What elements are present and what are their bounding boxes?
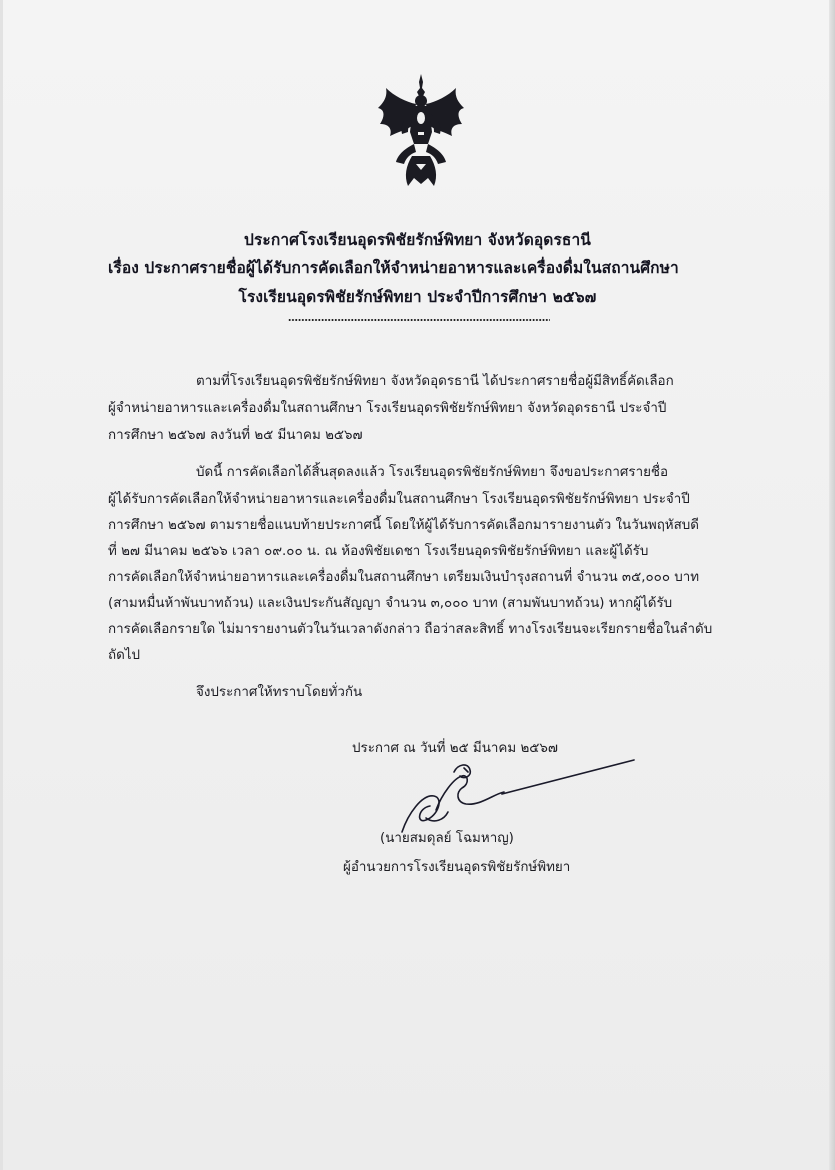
body-line-11: ถัดไป [108, 648, 141, 663]
handwritten-signature [398, 754, 638, 836]
body-line-5: ผู้ได้รับการคัดเลือกให้จำหน่ายอาหารและเครื่องดื่มในสถานศึกษา โรงเรียนอุดรพิชัยรักษ์พิทยา ประจำปี [108, 492, 690, 507]
paper-edge-left [0, 0, 3, 1170]
garuda-emblem-icon [378, 74, 464, 186]
announcement-title: ประกาศโรงเรียนอุดรพิชัยรักษ์พิทยา จังหวัดอุดรธานี [244, 231, 591, 249]
body-line-9: (สามหมื่นห้าพันบาทถ้วน) และเงินประกันสัญญา จำนวน ๓,๐๐๐ บาท (สามพันบาทถ้วน) หากผู้ได้รับ [108, 596, 673, 611]
body-line-7: ที่ ๒๗ มีนาคม ๒๕๖๖ เวลา ๐๙.๐๐ น. ณ ห้องพิชัยเดชา โรงเรียนอุดรพิชัยรักษ์พิทยา และผู้ได้รับ [108, 544, 649, 559]
body-line-2: ผู้จำหน่ายอาหารและเครื่องดื่มในสถานศึกษา โรงเรียนอุดรพิชัยรักษ์พิทยา จังหวัดอุดรธานี ประจำปี [108, 401, 667, 416]
paper-edge-right [829, 0, 835, 1170]
separator-dots [288, 318, 550, 322]
announcement-subject: เรื่อง ประกาศรายชื่อผู้ได้รับการคัดเลือกให้จำหน่ายอาหารและเครื่องดื่มในสถานศึกษา [108, 259, 679, 277]
body-line-4: บัดนี้ การคัดเลือกได้สิ้นสุดลงแล้ว โรงเรียนอุดรพิชัยรักษ์พิทยา จึงขอประกาศรายชื่อ [196, 465, 669, 480]
body-line-10: การคัดเลือกรายใด ไม่มารายงานตัวในวันเวลาดังกล่าว ถือว่าสละสิทธิ์ ทางโรงเรียนจะเรียกรายชื่อในลำดับ [108, 622, 713, 637]
closing-line: จึงประกาศให้ทราบโดยทั่วกัน [196, 685, 363, 700]
signatory-name: (นายสมดุลย์ โฉมหาญ) [380, 831, 514, 846]
body-line-8: การคัดเลือกให้จำหน่ายอาหารและเครื่องดื่มในสถานศึกษา เตรียมเงินบำรุงสถานที่ จำนวน ๓๕,๐๐๐ บาท [108, 570, 700, 585]
signatory-title: ผู้อำนวยการโรงเรียนอุดรพิชัยรักษ์พิทยา [343, 860, 571, 875]
body-line-6: การศึกษา ๒๕๖๗ ตามรายชื่อแนบท้ายประกาศนี้ โดยให้ผู้ได้รับการคัดเลือกมารายงานตัว ในวันพฤหัสบดี [108, 518, 699, 533]
announcement-date: ประกาศ ณ วันที่ ๒๕ มีนาคม ๒๕๖๗ [352, 741, 558, 756]
announcement-subtitle: โรงเรียนอุดรพิชัยรักษ์พิทยา ประจำปีการศึกษา ๒๕๖๗ [238, 288, 597, 306]
body-line-3: การศึกษา ๒๕๖๗ ลงวันที่ ๒๕ มีนาคม ๒๕๖๗ [108, 428, 363, 443]
body-line-1: ตามที่โรงเรียนอุดรพิชัยรักษ์พิทยา จังหวัดอุดรธานี ได้ประกาศรายชื่อผู้มีสิทธิ์คัดเลือก [196, 374, 674, 389]
